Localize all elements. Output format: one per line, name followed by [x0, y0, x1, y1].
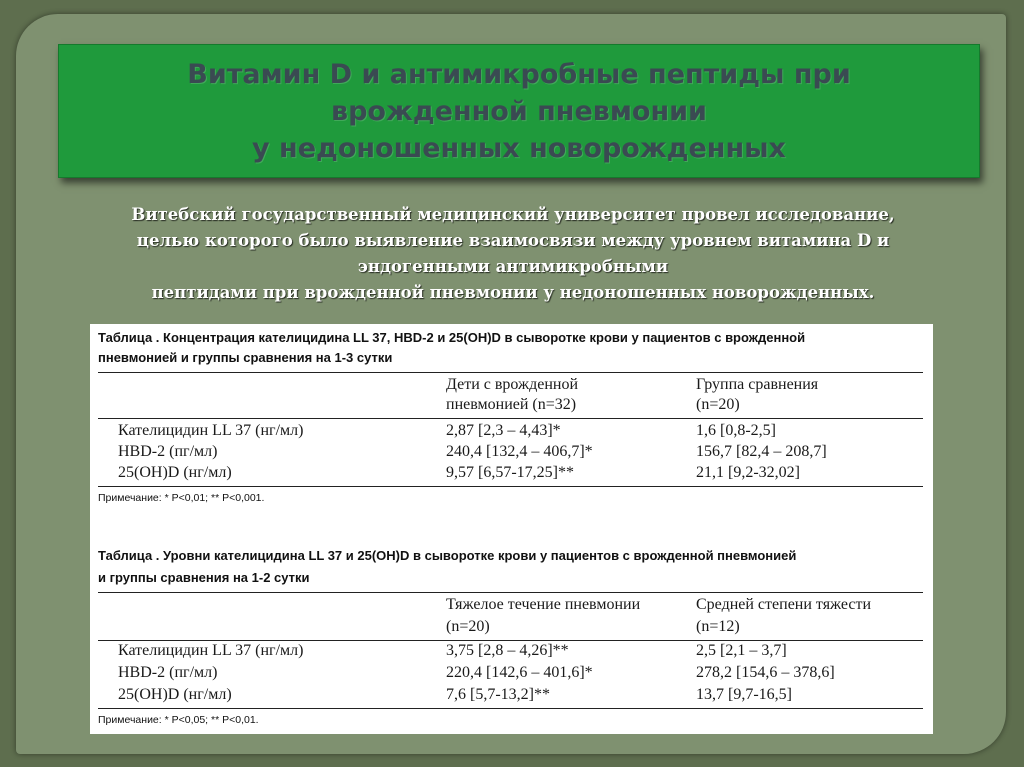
table-1-row-3-label: 25(OH)D (нг/мл): [118, 464, 232, 481]
table-1-header-rule: [98, 418, 923, 419]
table-1-row-1-label: Кателицидин LL 37 (нг/мл): [118, 422, 304, 439]
table-2-bottom-rule: [98, 708, 923, 709]
table-1-col2-header-line-1: Группа сравнения: [696, 376, 819, 393]
table-2-row-2-value-2: 278,2 [154,6 – 378,6]: [696, 664, 835, 681]
table-1-row-3-value-1: 9,57 [6,57-17,25]**: [446, 464, 574, 481]
title-line-2: врожденной пневмонии: [331, 96, 707, 127]
table-2-col2-header-line-1: Средней степени тяжести: [696, 596, 872, 613]
intro-line-4: пептидами при врожденной пневмонии у недоношенных новорожденных.: [151, 283, 875, 302]
title-line-3: у недоношенных новорожденных: [252, 133, 786, 164]
table-1-top-rule: [98, 372, 923, 373]
table-2-caption-line-2: и группы сравнения на 1-2 сутки: [98, 570, 310, 585]
table-1-row-1-value-2: 1,6 [0,8-2,5]: [696, 422, 776, 439]
table-2-row-3-value-1: 7,6 [5,7-13,2]**: [446, 686, 550, 703]
table-2-header-rule: [98, 640, 923, 641]
table-2-top-rule: [98, 592, 923, 593]
table-2-row-3-label: 25(OH)D (нг/мл): [118, 686, 232, 703]
table-1-caption-line-1: Таблица . Концентрация кателицидина LL 37, HBD-2 и 25(OH)D в сыворотке крови у пациентов с врожденной: [98, 330, 806, 345]
intro-line-3: эндогенными антимикробными: [357, 257, 669, 276]
table-2-row-3-value-2: 13,7 [9,7-16,5]: [696, 686, 792, 703]
table-2-row-1-label: Кателицидин LL 37 (нг/мл): [118, 642, 304, 659]
table-1-col1-header-line-2: пневмонией (n=32): [446, 396, 577, 413]
table-1-row-2-value-2: 156,7 [82,4 – 208,7]: [696, 443, 827, 460]
table-2-col2-header-line-2: (n=12): [696, 618, 740, 635]
title-banner: [58, 44, 980, 178]
table-2-col1-header-line-2: (n=20): [446, 618, 490, 635]
table-2-col1-header-line-1: Тяжелое течение пневмонии: [446, 596, 641, 613]
title-line-1: Витамин D и антимикробные пептиды при: [187, 59, 851, 90]
table-2-row-2-label: HBD-2 (пг/мл): [118, 664, 218, 681]
table-2-note: Примечание: * P<0,05; ** P<0,01.: [98, 714, 259, 726]
table-1-bottom-rule: [98, 486, 923, 487]
intro-line-1: Витебский государственный медицинский университет провел исследование,: [131, 205, 895, 224]
table-1-col2-header-line-2: (n=20): [696, 396, 740, 413]
table-1-row-2-label: HBD-2 (пг/мл): [118, 443, 218, 460]
table-2-row-1-value-1: 3,75 [2,8 – 4,26]**: [446, 642, 569, 659]
table-1-row-2-value-1: 240,4 [132,4 – 406,7]*: [446, 443, 593, 460]
table-1-caption-line-2: пневмонией и группы сравнения на 1-3 сутки: [98, 350, 393, 365]
table-1-note: Примечание: * P<0,01; ** P<0,001.: [98, 492, 265, 504]
table-2-caption-line-1: Таблица . Уровни кателицидина LL 37 и 25(OH)D в сыворотке крови у пациентов с врожденной пневмонией: [98, 548, 797, 563]
tables-scan: [90, 324, 933, 734]
table-2-row-1-value-2: 2,5 [2,1 – 3,7]: [696, 642, 787, 659]
intro-line-2: целью которого было выявление взаимосвязи между уровнем витамина D и: [136, 231, 890, 250]
table-1-row-3-value-2: 21,1 [9,2-32,02]: [696, 464, 800, 481]
table-2-row-2-value-1: 220,4 [142,6 – 401,6]*: [446, 664, 593, 681]
table-1-col1-header-line-1: Дети с врожденной: [446, 376, 579, 393]
table-1-row-1-value-1: 2,87 [2,3 – 4,43]*: [446, 422, 561, 439]
